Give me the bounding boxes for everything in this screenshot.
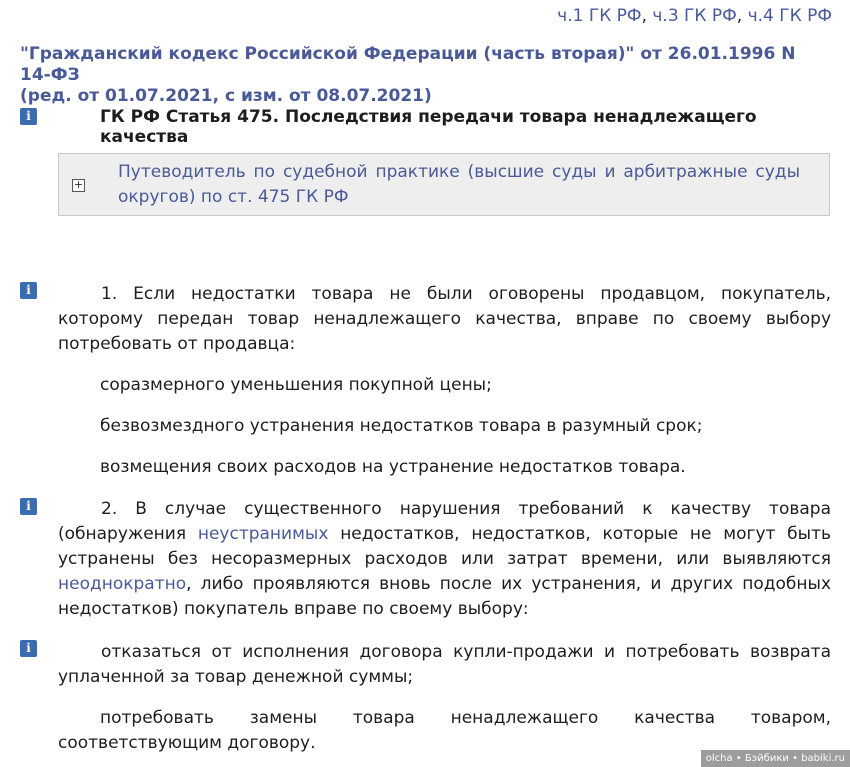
link-irremovable[interactable]: неустранимых [197,524,329,544]
document-title-line1: "Гражданский кодекс Российской Федерации (часть вторая)" от 26.01.1996 N 14-ФЗ [20,44,796,85]
link-repeatedly[interactable]: неоднократно [58,574,187,594]
paragraph-2-text: , либо проявляются вновь после их устранения, и других подобных недостатков) покупатель вправе по своему выбору: [58,574,831,619]
watermark: olcha • Бэйбики • babiki.ru [701,750,850,767]
list-item-line: соответствующим договору. [58,733,316,753]
info-icon[interactable]: i [20,640,37,657]
related-parts-links [557,6,832,26]
paragraph-2 [58,497,831,622]
list-item-line: потребовать замены товара ненадлежащего качества товаром, [100,708,831,728]
paragraph-2-text: недостатков, недостатков, которые не могут быть устранены без несоразмерных расходов или затрат времени, или выявляются [58,524,832,569]
judicial-practice-guide-link[interactable]: Путеводитель по судебной практике (высшие суды и арбитражные суды округов) по ст. 475 ГК РФ [118,162,800,207]
expand-icon[interactable]: + [73,178,84,191]
list-item: возмещения своих расходов на устранение недостатков товара. [100,457,686,477]
link-separator: , [736,6,748,26]
document-title-line2: (ред. от 01.07.2021, с изм. от 08.07.2021) [20,86,432,106]
document-title [20,44,830,107]
info-icon[interactable]: i [20,282,37,299]
link-separator: , [641,6,653,26]
paragraph-2-text: 2. В случае существенного нарушения требований к качеству товара (обнаружения [58,499,831,544]
list-item: отказаться от исполнения договора купли-продажи и потребовать возврата уплаченной за товар денежной суммы; [58,642,831,687]
link-part-3[interactable]: ч.3 ГК РФ [652,6,737,26]
list-item: безвозмездного устранения недостатков товара в разумный срок; [100,416,703,436]
list-item: соразмерного уменьшения покупной цены; [100,375,492,395]
info-icon[interactable]: i [20,498,37,515]
info-icon[interactable]: i [20,108,37,125]
article-title: ГК РФ Статья 475. Последствия передачи товара ненадлежащего качества [100,107,757,147]
link-part-1[interactable]: ч.1 ГК РФ [557,6,642,26]
paragraph-1: 1. Если недостатки товара не были оговорены продавцом, покупатель, которому передан товар ненадлежащего качества, вправе по своему выбору потребовать от продавца: [58,284,831,354]
link-part-4[interactable]: ч.4 ГК РФ [747,6,832,26]
judicial-practice-guide-box [58,153,830,216]
